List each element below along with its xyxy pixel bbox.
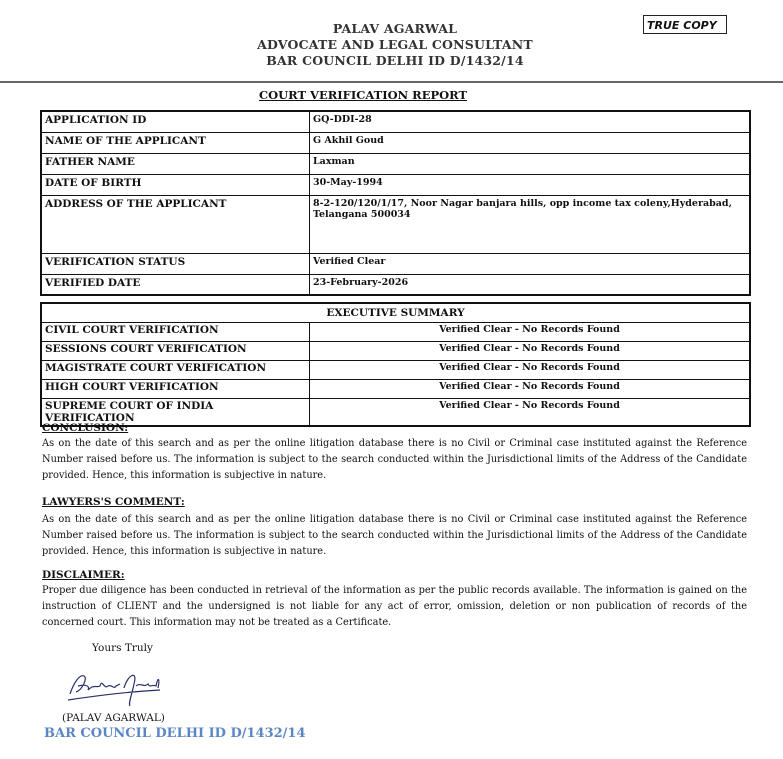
court-result: Verified Clear - No Records Found bbox=[310, 322, 751, 341]
true-copy-stamp: TRUE COPY bbox=[643, 15, 727, 34]
table-row bbox=[41, 195, 750, 253]
table-row bbox=[41, 132, 750, 153]
closing: Yours Truly bbox=[92, 642, 153, 654]
table-row bbox=[41, 174, 750, 195]
field-label: NAME OF THE APPLICANT bbox=[41, 132, 310, 153]
field-label: DATE OF BIRTH bbox=[41, 174, 310, 195]
table-row bbox=[41, 360, 750, 379]
conclusion-section bbox=[42, 420, 747, 484]
header-divider bbox=[0, 81, 783, 83]
field-value: G Akhil Goud bbox=[310, 132, 751, 153]
disclaimer-heading: DISCLAIMER: bbox=[42, 569, 125, 581]
court-label: MAGISTRATE COURT VERIFICATION bbox=[41, 360, 310, 379]
advocate-name: PALAV AGARWAL bbox=[332, 21, 458, 36]
court-result: Verified Clear - No Records Found bbox=[310, 398, 751, 426]
table-row bbox=[41, 111, 750, 132]
signatory-bar-id: BAR COUNCIL DELHI ID D/1432/14 bbox=[44, 726, 306, 741]
field-value: Laxman bbox=[310, 153, 751, 174]
applicant-details-table bbox=[40, 110, 751, 296]
table-row bbox=[41, 341, 750, 360]
court-result: Verified Clear - No Records Found bbox=[310, 341, 751, 360]
signature bbox=[64, 664, 174, 710]
table-row bbox=[41, 153, 750, 174]
report-title: COURT VERIFICATION REPORT bbox=[258, 88, 468, 102]
comment-heading: LAWYERS'S COMMENT: bbox=[42, 496, 185, 508]
table-row bbox=[41, 322, 750, 341]
summary-heading: EXECUTIVE SUMMARY bbox=[41, 303, 750, 322]
table-row bbox=[41, 274, 750, 295]
court-label: SESSIONS COURT VERIFICATION bbox=[41, 341, 310, 360]
court-label: CIVIL COURT VERIFICATION bbox=[41, 322, 310, 341]
conclusion-heading: CONCLUSION: bbox=[42, 422, 129, 434]
advocate-bar-id: BAR COUNCIL DELHI ID D/1432/14 bbox=[266, 53, 524, 68]
table-row bbox=[41, 379, 750, 398]
court-result: Verified Clear - No Records Found bbox=[310, 360, 751, 379]
disclaimer-section bbox=[42, 567, 747, 631]
table-row bbox=[41, 253, 750, 274]
advocate-role: ADVOCATE AND LEGAL CONSULTANT bbox=[257, 37, 533, 52]
signatory-name: (PALAV AGARWAL) bbox=[62, 712, 165, 724]
field-value: 8-2-120/120/1/17, Noor Nagar banjara hills, opp income tax coleny,Hyderabad, Telangana 500034 bbox=[310, 195, 751, 253]
conclusion-text: As on the date of this search and as per the online litigation database there is no Civil or Criminal case instituted against the Reference Number raised before us. The information is subject to the search conducted within the Jurisdictional limits of the Address of the Candidate provided. Hence, this information is subjective in nature. bbox=[42, 438, 747, 481]
court-result: Verified Clear - No Records Found bbox=[310, 379, 751, 398]
comment-text: As on the date of this search and as per the online litigation database there is no Civil or Criminal case instituted against the Reference Number raised before us. The information is subject to the search conducted within the Jurisdictional limits of the Address of the Candidate provided. Hence, this information is subjective in nature. bbox=[42, 514, 747, 557]
disclaimer-text: Proper due diligence has been conducted in retrieval of the information as per the public records available. The information is gained on the instruction of CLIENT and the undersigned is not liable for any act of error, omission, deletion or non publication of records of the concerned court. This information may not be treated as a Certificate. bbox=[42, 585, 747, 628]
field-value: 30-May-1994 bbox=[310, 174, 751, 195]
field-value: Verified Clear bbox=[310, 253, 751, 274]
field-label: FATHER NAME bbox=[41, 153, 310, 174]
court-label: SUPREME COURT OF INDIA VERIFICATION bbox=[41, 398, 310, 426]
court-label: HIGH COURT VERIFICATION bbox=[41, 379, 310, 398]
field-label: VERIFICATION STATUS bbox=[41, 253, 310, 274]
field-value: GQ-DDI-28 bbox=[310, 111, 751, 132]
field-label: VERIFIED DATE bbox=[41, 274, 310, 295]
field-label: ADDRESS OF THE APPLICANT bbox=[41, 195, 310, 253]
field-label: APPLICATION ID bbox=[41, 111, 310, 132]
executive-summary-table bbox=[40, 302, 751, 427]
field-value: 23-February-2026 bbox=[310, 274, 751, 295]
lawyers-comment-section bbox=[42, 494, 747, 560]
